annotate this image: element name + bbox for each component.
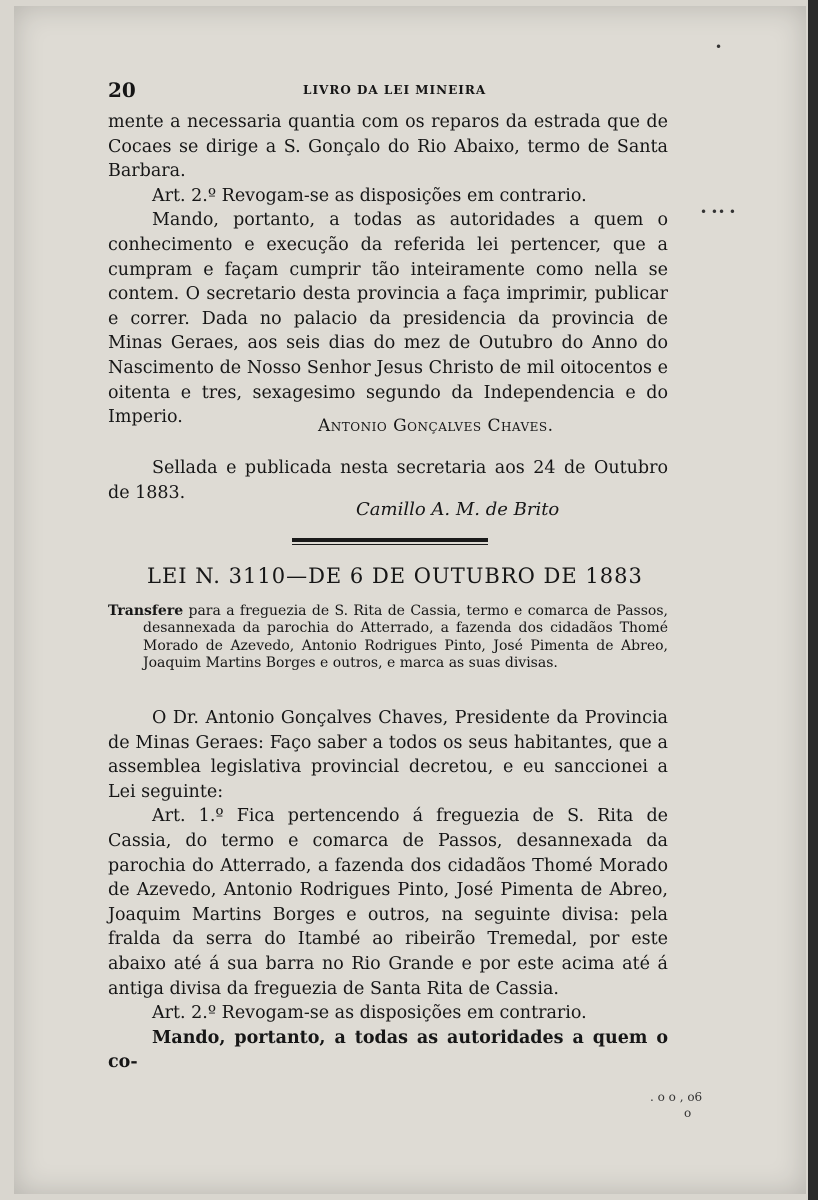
- prev-law-paragraph: mente a necessaria quantia com os reparos da estrada que de Cocaes se dirige a S. Gonçalo do Rio Abaixo, termo de Santa Barbara.: [108, 112, 668, 182]
- law-title: LEI N. 3110—DE 6 DE OUTUBRO DE 1883: [147, 564, 643, 588]
- section-divider: [292, 538, 488, 545]
- law-preamble: O Dr. Antonio Gonçalves Chaves, Presidente da Provincia de Minas Geraes: Faço saber a todos os seus habitantes, que a assemblea legislativa provincial decretou, e eu sanccionei a Lei seguinte:: [108, 708, 668, 802]
- law-article-2: Art. 2.º Revogam-se as disposições em contrario.: [152, 1003, 587, 1024]
- governor-signature: Antonio Gonçalves Chaves.: [318, 416, 554, 436]
- law-summary: [108, 603, 668, 673]
- law-article-1: Art. 1.º Fica pertencendo á freguezia de S. Rita de Cassia, do termo e comarca de Passos, desannexada da parochia do Atterrado, a fazenda dos cidadãos Thomé Morado de Azevedo, Antonio Rodrigues Pinto, José Pimenta de Abreo, Joaquim Martins Borges e outros, na seguinte divisa: pela fralda da serra do Itambé ao ribeirão Tremedal, por este abaixo até á sua barra no Rio Grande e por este acima até á antiga divisa da freguezia de Santa Rita de Cassia.: [108, 806, 668, 999]
- prev-law-block: [108, 110, 668, 430]
- prev-law-mando: Mando, portanto, a todas as autoridades a quem o conhecimento e execução da referida lei pertencer, que a cumpram e façam cumprir tão inteiramente como nella se contem. O secretario desta provincia a faça imprimir, publicar e correr. Dada no palacio da presidencia da provincia de Minas Geraes, aos seis dias do mez de Outubro do Anno do Nascimento de Nosso Senhor Jesus Christo de mil oitocentos e oitenta e tres, sexagesimo segundo da Independencia e do Imperio.: [108, 210, 668, 428]
- summary-lead: Transfere: [108, 603, 184, 619]
- prev-law-article-2: Art. 2.º Revogam-se as disposições em contrario.: [152, 185, 587, 206]
- summary-text: para a freguezia de S. Rita de Cassia, termo e comarca de Passos, desannexada da parochia do Atterrado, a fazenda dos cidadãos Thomé Morado de Azevedo, Antonio Rodrigues Pinto, José Pimenta de Abreo, Joaquim Martins Borges e outros, e marca as suas divisas.: [143, 603, 668, 672]
- law-mando: Mando, portanto, a todas as autoridades a quem o co-: [108, 1027, 668, 1073]
- law-body: [108, 706, 668, 1075]
- page-number: 20: [108, 78, 136, 102]
- clerk-signature: Camillo A. M. de Brito: [356, 499, 560, 520]
- page-header: [108, 78, 668, 100]
- book-spine: [808, 0, 818, 1200]
- sellada-text: Sellada e publicada nesta secretaria aos 24 de Outubro de 1883.: [108, 458, 668, 503]
- running-title: LIVRO DA LEI MINEIRA: [303, 83, 487, 97]
- sellada-block: [108, 456, 668, 505]
